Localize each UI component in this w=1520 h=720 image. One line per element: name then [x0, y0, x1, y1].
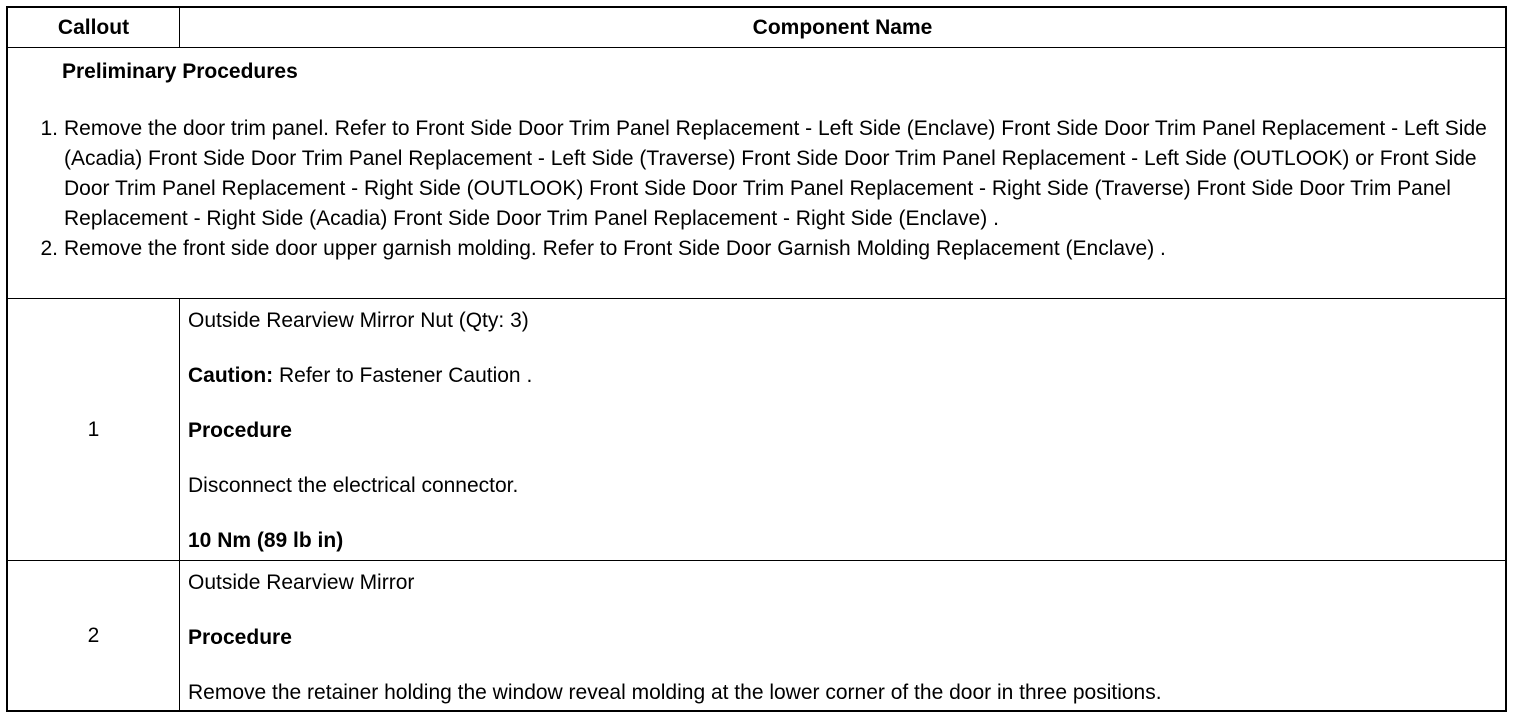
step-text: Remove the front side door upper garnish molding. Refer to Front Side Door Garnish Molding Replacement (Enclave) .	[64, 237, 1166, 260]
procedure-table	[6, 6, 1507, 712]
table-header-row	[8, 8, 1505, 48]
table-row	[8, 561, 1505, 710]
preliminary-procedures-title: Preliminary Procedures	[62, 60, 298, 83]
component-name: Outside Rearview Mirror Nut (Qty: 3)	[188, 309, 529, 332]
component-name-column-header: Component Name	[752, 15, 933, 39]
callout-column-header: Callout	[8, 8, 180, 47]
step-text: Remove the door trim panel. Refer to Front Side Door Trim Panel Replacement - Left Side (Enclave) Front Side Door Trim Panel Replacement - Left Side (Acadia) Front Side Door Trim Panel Replacement - Left Side (Traverse) Front Side Door Trim Panel Replacement - Left Side (OUTLOOK) or Front Side Door Trim Panel Replacement - Right Side (OUTLOOK) Front Side Door Trim Panel Replacement - Right Side (Traverse) Front Side Door Trim Panel Replacement - Right Side (Acadia) Front Side Door Trim Panel Replacement - Right Side (Enclave) .	[64, 117, 1487, 230]
component-name: Outside Rearview Mirror	[188, 571, 415, 594]
caution-label: Caution:	[188, 364, 274, 387]
step-number: 1.	[40, 117, 58, 140]
callout-number: 2	[8, 561, 180, 710]
preliminary-step	[24, 114, 1496, 234]
component-cell	[180, 299, 1505, 560]
component-cell	[180, 561, 1505, 710]
procedure-heading: Procedure	[188, 626, 292, 649]
preliminary-steps-list	[24, 114, 1496, 264]
caution-text: Refer to Fastener Caution .	[273, 364, 533, 387]
procedure-text: Disconnect the electrical connector.	[188, 474, 519, 497]
table-row	[8, 299, 1505, 561]
step-number: 2.	[40, 237, 58, 260]
torque-spec: 10 Nm (89 lb in)	[188, 529, 344, 552]
preliminary-procedures-row	[8, 48, 1505, 299]
caution-note	[188, 364, 532, 388]
procedure-heading: Procedure	[188, 419, 292, 442]
callout-number: 1	[8, 299, 180, 560]
preliminary-step	[24, 234, 1496, 264]
procedure-text: Remove the retainer holding the window reveal molding at the lower corner of the door in three positions.	[188, 681, 1162, 704]
